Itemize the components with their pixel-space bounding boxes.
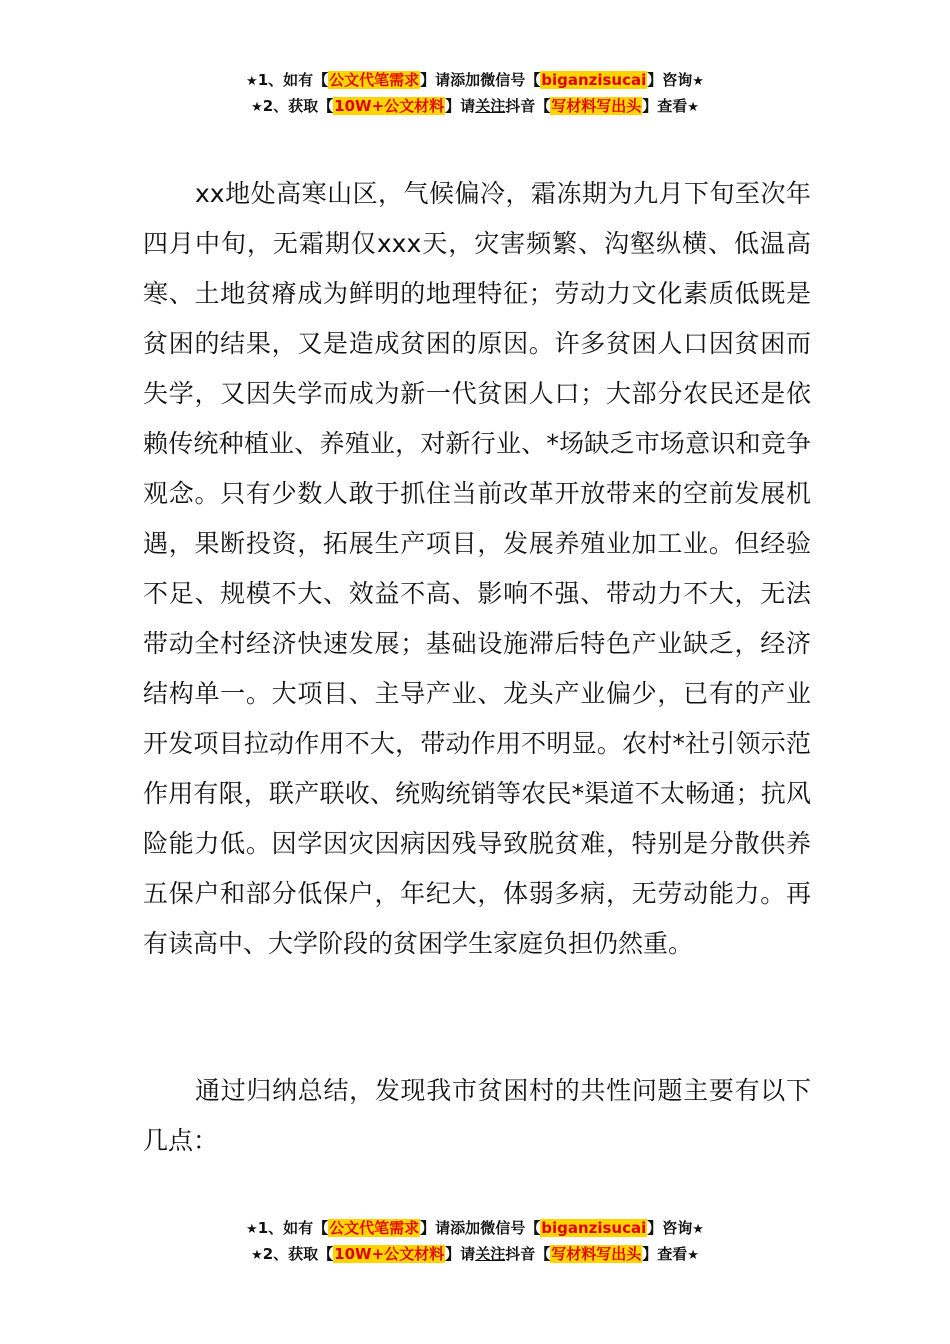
body-paragraph-1: xx地处高寒山区，气候偏冷，霜冻期为九月下旬至次年四月中旬，无霜期仅xxx天，灾害频繁、沟壑纵横、低温高寒、土地贫瘠成为鲜明的地理特征；劳动力文化素质低既是贫困的结果，又是造成贫困的原因。许多贫困人口因贫困而失学，又因失学而成为新一代贫困人口；大部分农民还是依赖传统种植业、养殖业，对新行业、*场缺乏市场意识和竞争观念。只有少数人敢于抓住当前改革开放带来的空前发展机遇，果断投资，拓展生产项目，发展养殖业加工业。但经验不足、规模不大、效益不高、影响不强、带动力不大，无法带动全村经济快速发展；基础设施滞后特色产业缺乏，经济结构单一。大项目、主导产业、龙头产业偏少，已有的产业开发项目拉动作用不大，带动作用不明显。农村*社引领示范作用有限，联产联收、统购统销等农民*渠道不太畅通；抗风险能力低。因学因灾因病因残导致脱贫难，特别是分散供养五保户和部分低保户，年纪大，体弱多病，无劳动能力。再有读高中、大学阶段的贫困学生家庭负担仍然重。 — [143, 179, 811, 958]
ad-text: 1、如有【 — [257, 1219, 329, 1237]
ad-text: 2、获取【 — [262, 97, 334, 115]
ad-text: 抖音【 — [505, 97, 551, 115]
ad-text-emphasis: 关注 — [475, 97, 506, 115]
ad-text: 】咨询 — [647, 1219, 693, 1237]
ad-highlight-service: 公文代笔需求 — [329, 71, 420, 89]
ad-text: 】请添 — [420, 71, 466, 89]
star-icon: ★ — [692, 74, 704, 89]
ad-text: 2、获取【 — [262, 1245, 334, 1263]
ad-highlight-wechat-id: biganzisucai — [541, 71, 647, 89]
header-ad-banner — [0, 68, 950, 120]
ad-text-emphasis: 加 — [465, 1219, 481, 1237]
footer-ad-line-1 — [0, 1216, 950, 1242]
ad-text: 】咨询 — [647, 71, 693, 89]
ad-highlight-service: 公文代笔需求 — [329, 1219, 420, 1237]
body-paragraph-2: 通过归纳总结，发现我市贫困村的共性问题主要有以下几点： — [143, 1076, 811, 1155]
ad-highlight-materials: 10W+公文材料 — [334, 1245, 445, 1263]
star-icon: ★ — [251, 1248, 263, 1263]
ad-text: 微信号【 — [480, 1219, 541, 1237]
header-ad-line-2 — [0, 94, 950, 120]
ad-text: 1、如有【 — [257, 71, 329, 89]
ad-text-emphasis: 关注 — [475, 1245, 506, 1263]
ad-text: 】请添 — [420, 1219, 466, 1237]
ad-text: 】查看 — [642, 1245, 688, 1263]
star-icon: ★ — [246, 1222, 258, 1237]
star-icon: ★ — [246, 74, 258, 89]
ad-text-emphasis: 加 — [465, 71, 481, 89]
ad-highlight-wechat-id: biganzisucai — [541, 1219, 647, 1237]
footer-ad-line-2 — [0, 1242, 950, 1268]
ad-text: 】请 — [445, 1245, 476, 1263]
ad-text: 】查看 — [642, 97, 688, 115]
footer-ad-banner — [0, 1216, 950, 1268]
ad-highlight-douyin-account: 写材料写出头 — [551, 97, 642, 115]
star-icon: ★ — [692, 1222, 704, 1237]
star-icon: ★ — [687, 1248, 699, 1263]
header-ad-line-1 — [0, 68, 950, 94]
ad-text: 】请 — [445, 97, 476, 115]
star-icon: ★ — [251, 100, 263, 115]
ad-text: 微信号【 — [480, 71, 541, 89]
ad-text: 抖音【 — [505, 1245, 551, 1263]
star-icon: ★ — [687, 100, 699, 115]
ad-highlight-douyin-account: 写材料写出头 — [551, 1245, 642, 1263]
ad-highlight-materials: 10W+公文材料 — [334, 97, 445, 115]
